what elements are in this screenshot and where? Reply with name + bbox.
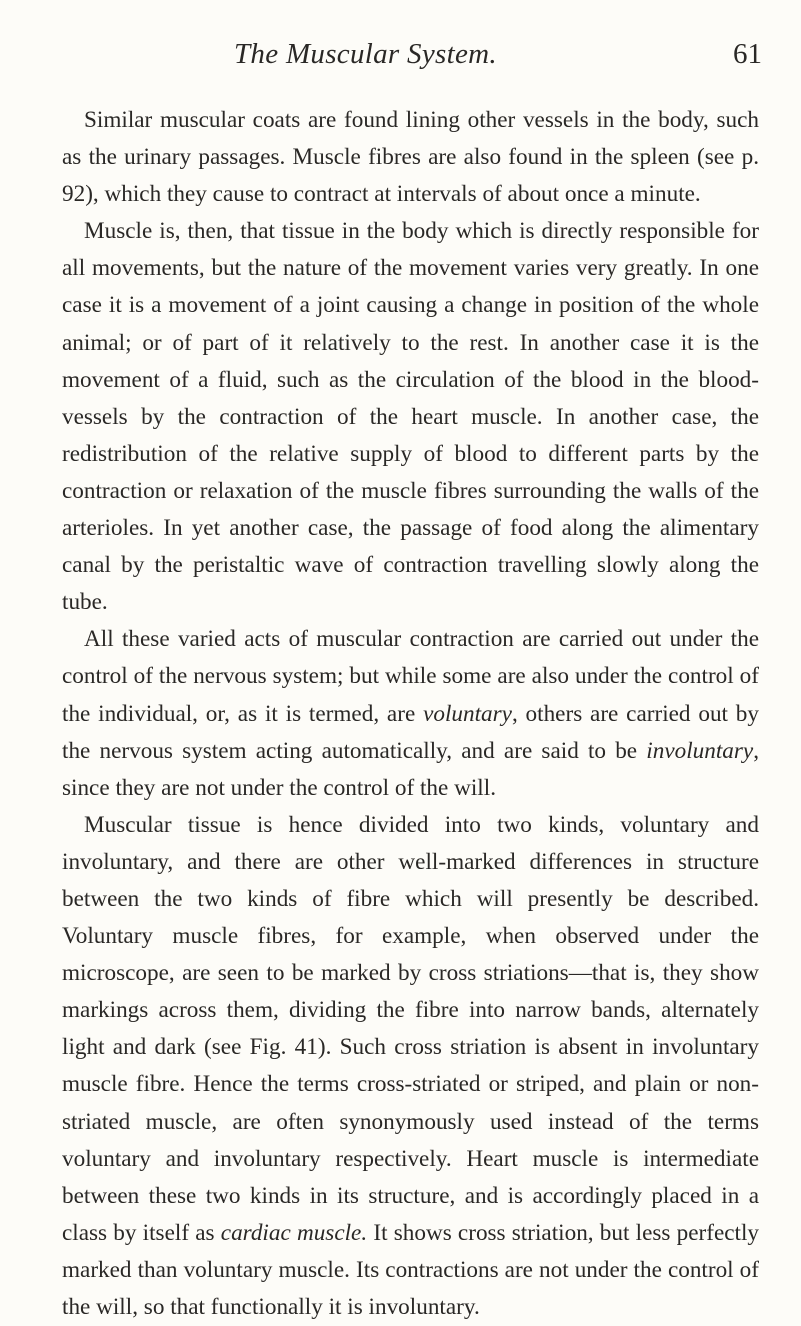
paragraph-text: All these varied acts of muscular contraction are carried out under the control of the nervous system; but while some are also under the control of the individual, or, as it is termed, are: [62, 626, 759, 727]
paragraph-text: , since they are not under the control of the will.: [62, 737, 759, 801]
running-head: [62, 38, 762, 78]
body-text: [62, 102, 759, 1326]
term-voluntary: voluntary: [423, 700, 512, 727]
page-number: 61: [733, 38, 762, 70]
paragraph-text: Muscular tissue is hence divided into two kinds, voluntary and involuntary, and there are other well-marked differences in structure between the two kinds of fibre which will presently be described. Voluntary muscle fibres, for example, when observed under the microscope, are seen to be marked by cross striations—that is, they show markings across them, dividing the fibre into narrow bands, alternately light and dark (see Fig. 41). Such cross striation is absent in involuntary muscle fibre. Hence the terms cross-striated or striped, and plain or non-striated muscle, are often synonymously used instead of the terms voluntary and involuntary respectively. Heart muscle is intermediate between these two kinds in its structure, and is accordingly placed in a class by itself as: [62, 811, 759, 1246]
paragraph-text: Similar muscular coats are found lining other vessels in the body, such as the urinary passages. Muscle fibres are also found in the spleen (see p. 92), which they cause to contract at intervals of about once a minute.: [62, 107, 759, 208]
paragraph-3: [62, 621, 759, 806]
term-involuntary: involuntary: [646, 737, 754, 764]
paragraph-text: It shows cross striation, but less perfectly marked than voluntary muscle. Its contractions are not under the control of the will, so that functionally it is involuntary.: [62, 1219, 760, 1320]
paragraph-text: , others are carried out by the nervous system acting automatically, and are said to be: [62, 700, 759, 764]
paragraph-2: [62, 213, 759, 621]
paragraph-1: [62, 102, 759, 213]
paragraph-4: [62, 807, 759, 1326]
paragraph-text: Muscle is, then, that tissue in the body which is directly responsible for all movements, but the nature of the movement varies very greatly. In one case it is a movement of a joint causing a change in position of the whole animal; or of part of it relatively to the rest. In another case it is the movement of a fluid, such as the circulation of the blood in the blood-vessels by the contraction of the heart muscle. In another case, the redistribution of the relative supply of blood to different parts by the contraction or relaxation of the muscle fibres surrounding the walls of the arterioles. In yet another case, the passage of food along the alimentary canal by the peristaltic wave of contraction travelling slowly along the tube.: [62, 218, 759, 616]
running-title: The Muscular System.: [234, 38, 497, 70]
term-cardiac-muscle: cardiac muscle.: [220, 1219, 368, 1246]
